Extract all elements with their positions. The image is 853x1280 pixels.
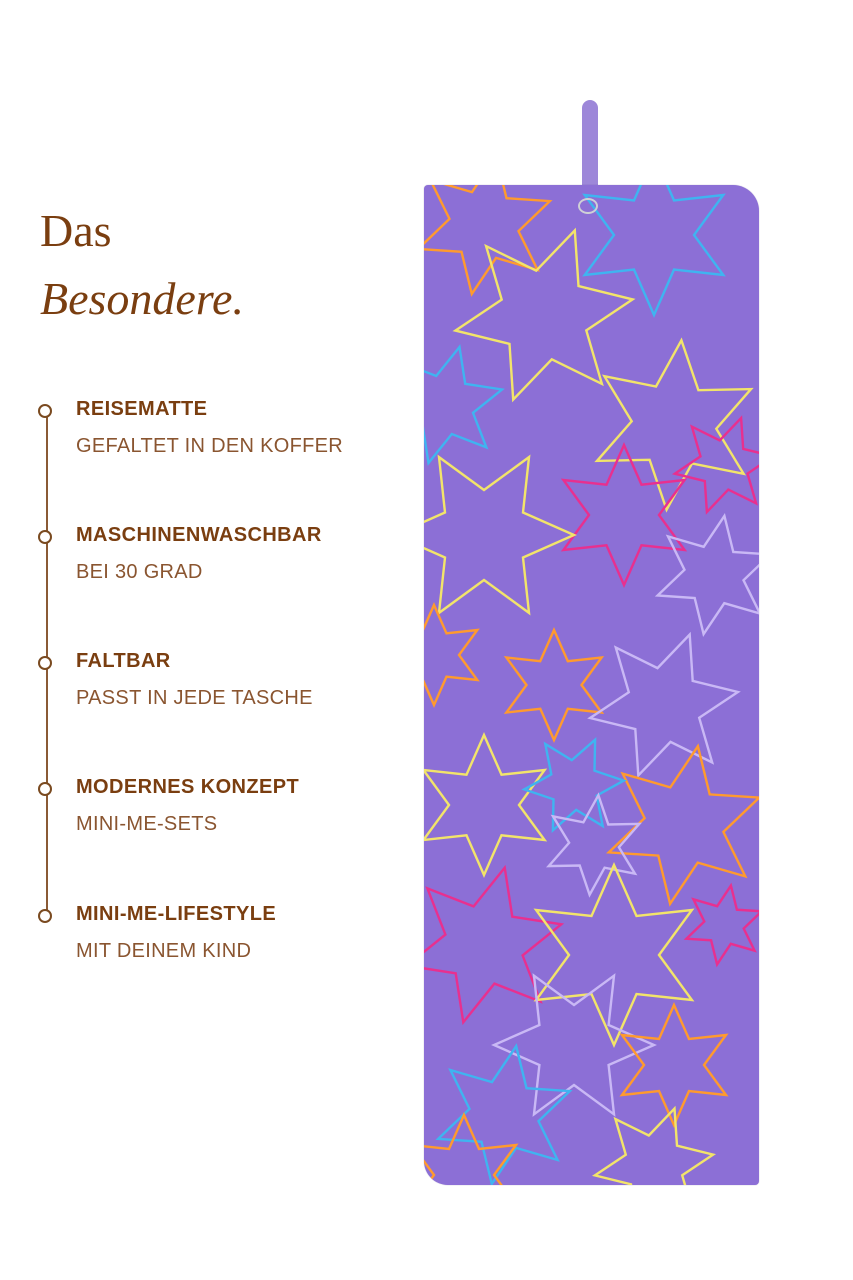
star-outline [597,340,751,509]
feature-subtitle: MIT DEINEM KIND [76,940,252,962]
star-outline [424,1115,516,1185]
star-outline [506,630,601,740]
star-outline [585,185,724,315]
star-outline [686,886,759,965]
star-outline [549,795,640,895]
feature-title: FALTBAR [76,650,171,672]
star-outline [455,230,632,399]
mat-surface [424,185,759,1185]
star-outline [622,1005,726,1125]
timeline-dot-icon [38,530,52,544]
product-image-yoga-mat [420,100,765,1190]
star-outline [424,185,550,294]
feature-subtitle: PASST IN JEDE TASCHE [76,687,313,709]
section-heading [40,200,244,330]
mat-eyelet [578,198,598,214]
feature-title: MODERNES KONZEPT [76,776,300,798]
star-outline [424,735,545,875]
star-outline [590,635,738,776]
star-outline [595,1109,713,1185]
feature-title: MASCHINENWASCHBAR [76,524,322,546]
timeline-dot-icon [38,782,52,796]
star-outline [424,457,574,613]
feature-subtitle: BEI 30 GRAD [76,561,203,583]
timeline-dot-icon [38,656,52,670]
feature-title: REISEMATTE [76,398,208,420]
heading-line-das: Das [40,205,112,256]
timeline-dot-icon [38,404,52,418]
star-outline [524,740,624,831]
star-outline [424,605,477,705]
timeline-dot-icon [38,909,52,923]
heading-line-besondere: Besondere. [40,273,244,324]
star-outline [424,347,502,463]
feature-subtitle: GEFALTET IN DEN KOFFER [76,435,344,457]
star-outline [675,418,759,512]
star-pattern-graphic [424,185,759,1185]
star-outline [563,445,684,585]
feature-title: MINI-ME-LIFESTYLE [76,903,277,925]
feature-subtitle: MINI-ME-SETS [76,813,218,835]
